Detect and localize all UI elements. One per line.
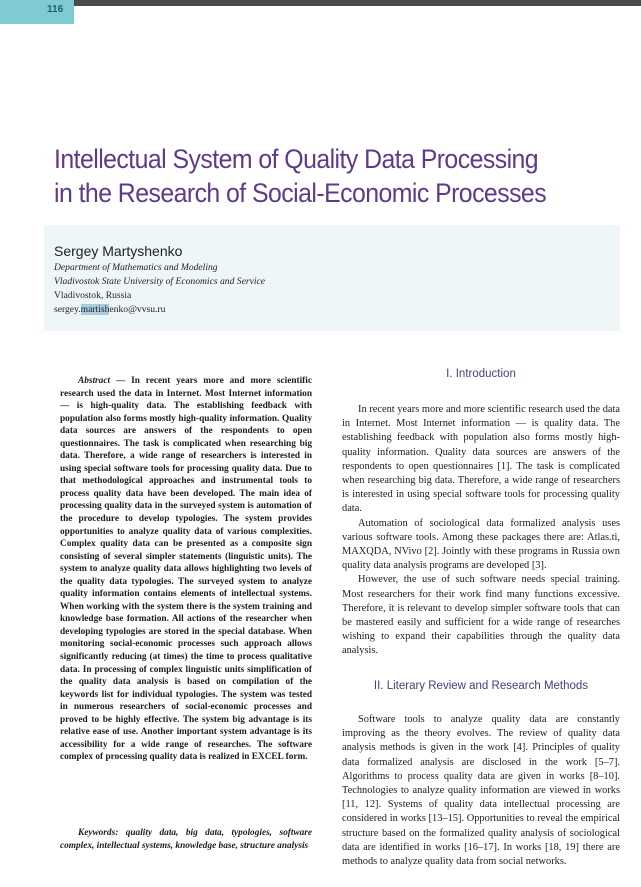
paragraph: However, the use of such software needs special training. Most researchers for their work find many functions excessive. Therefore, it is relevant to develop simpler software tools that can be mastered easily and sufficient for a wide range of researches wishing to expand their capabilities through the quality data analysis.	[342, 574, 620, 657]
paragraph: In recent years more and more scientific research used the data in Internet. Most Internet information — is quality data. The establishing feedback with population also forms mostly high-quality information. Quality data sources are answers of the respondents to open questionnaires [1]. The task is complicated when researching big data. Therefore, a wide range of researchers is interested in using special software tools for processing quality data.	[342, 404, 620, 515]
author-city: Vladivostok, Russia	[54, 290, 132, 301]
section-heading-literary-review: II. Literary Review and Research Methods	[373, 680, 589, 692]
page-number: 116	[47, 4, 64, 15]
author-name: Sergey Martyshenko	[54, 243, 183, 259]
top-bar	[0, 0, 641, 6]
section-literary-review-body	[342, 713, 620, 869]
author-department: Department of Mathematics and Modeling	[54, 262, 218, 273]
paper-title	[54, 142, 569, 210]
email-suffix: enko@vvsu.ru	[109, 304, 166, 315]
section-introduction-body	[342, 403, 620, 659]
author-email[interactable]	[54, 304, 165, 315]
author-university: Vladivostok State University of Economics and Service	[54, 276, 266, 287]
title-line-2: in the Research of Social-Economic Processes	[54, 178, 547, 208]
email-prefix: sergey.	[54, 304, 81, 315]
abstract	[60, 375, 312, 764]
section-heading-introduction: I. Introduction	[446, 368, 516, 380]
paragraph: Automation of sociological data formalized analysis uses various software tools. Among these packages there are: Atlas.ti, MAXQDA, NVivo [2]. Jointly with these programs in Russia own quality data analysis programs are developed [3].	[342, 517, 620, 572]
abstract-text: — In recent years more and more scientific research used the data in Internet. Most Internet information — is high-quality data. The establishing feedback with population also forms mostly high-quality information. Quality data sources are answers of the respondents to open questionnaires. The task is complicated when researching big data. Therefore, a wide range of researchers is interested in using special software tools for processing quality data. Due to that methodological approaches and instrumental tools to process quality data have been developed. The main idea of processing quality data in the surveyed system is automation of the procedure to develop typologies. The system provides opportunities to analyze quality data of various complexities. Complex quality data can be presented as a composite sign consisting of several simpler statements (linguistic units). The system to analyze quality data allows highlighting two levels of the quality data typologies. The surveyed system to analyze quality information contains elements of intellectual systems. When working with the system there is the system training and knowledge base formation. All actions of the researcher when developing typologies are stored in the special database. When monitoring social-economic processes such approach allows significantly reducing (at times) the time to process qualitative data. In processing of complex linguistic units simplification of the quality data analysis is based on compilation of the keywords list for individual typologies. The system was tested in numerous researchers of social-economic processes and proved to be highly effective. The system big advantage is its relative ease of use. Another important system advantage is its accessibility for a wide range of researches. The software complex of processing quality data is realized in EXCEL form.	[60, 376, 312, 763]
abstract-lead: Abstract	[78, 376, 111, 386]
title-line-1: Intellectual System of Quality Data Processing	[54, 144, 539, 174]
email-highlight: martish	[80, 304, 110, 315]
keywords: Keywords: quality data, big data, typologies, software complex, intellectual systems, knowledge base, structure analysis	[60, 828, 312, 851]
paragraph: Software tools to analyze quality data are constantly improving as the theory evolves. The review of quality data analysis methods is given in the work [4]. Principles of quality data formalized analysis are disclosed in the work [5–7]. Algorithms to process quality data are given in works [8–10]. Technologies to analyze quality information are viewed in works [11, 12]. Systems of quality data intellectual processing are considered in works [13–15]. Opportunities to reveal the empirical structure based on the formalized quality analysis of sociological data are identified in works [16–17]. In works [18, 19] there are methods to analyze quality data from social networks.	[342, 714, 620, 868]
page-number-tab	[0, 0, 74, 24]
